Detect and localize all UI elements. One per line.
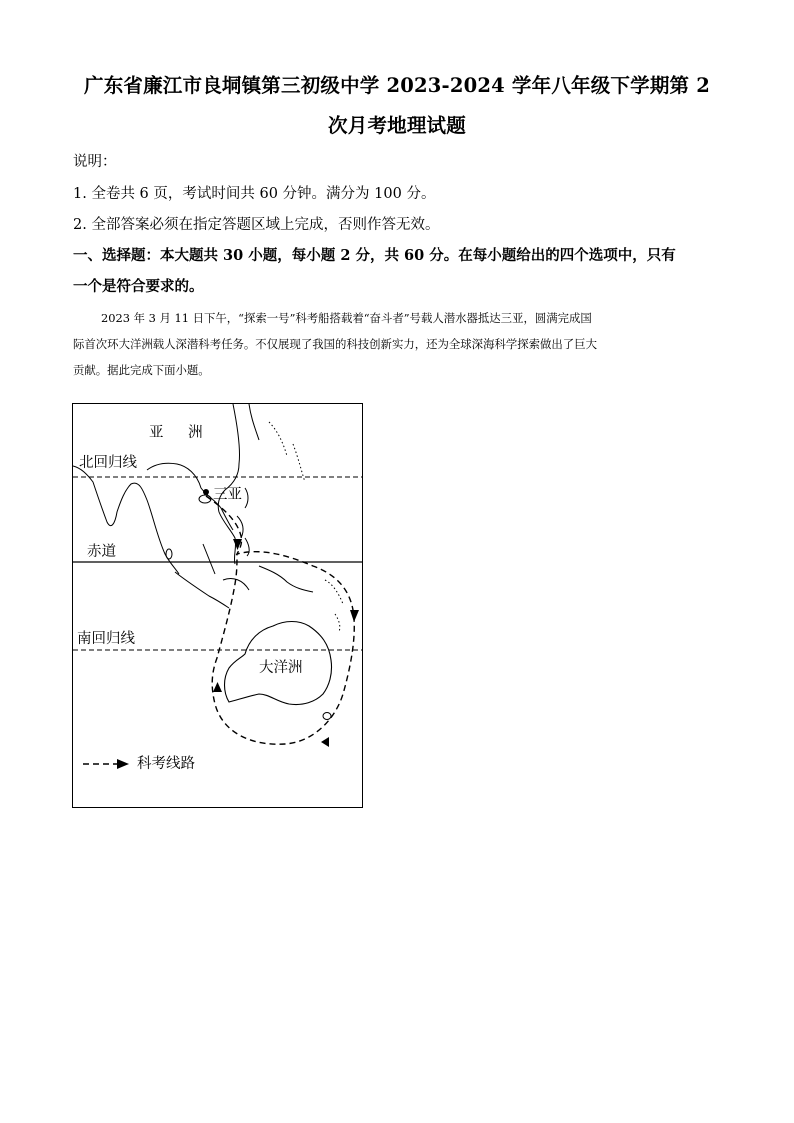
section-heading-line-1: 一、选择题：本大题共 30 小题，每小题 2 分，共 60 分。在每小题给出的四个选项中，只有: [73, 247, 676, 264]
question-passage: [73, 305, 723, 383]
pacific-islands: [325, 580, 343, 632]
korea-coastline: [249, 404, 259, 440]
tropic-of-capricorn-label: 南回归线: [77, 631, 135, 647]
japan-islands: [269, 422, 305, 482]
passage-line-3: 贡献。据此完成下面小题。: [73, 363, 210, 377]
indonesia-islands: [175, 544, 229, 608]
oceania-label: 大洋洲: [259, 660, 303, 676]
legend-arrow: [117, 759, 129, 769]
research-route: [206, 496, 354, 744]
sanya-point: [203, 489, 209, 495]
asia-label: 亚 洲: [149, 425, 213, 441]
instructions-header: 说明：: [73, 154, 117, 170]
passage-line-1: 2023 年 3 月 11 日下午，“探索一号”科考船搭载着“奋斗者”号载人潜水器抵达三亚，圆满完成国: [101, 311, 592, 325]
route-arrow-2: [350, 610, 359, 622]
taiwan: [245, 488, 248, 508]
sanya-label: 三亚: [213, 487, 242, 503]
equator-label: 赤道: [87, 544, 116, 560]
philippines: [237, 516, 249, 556]
route-arrow-4: [213, 682, 222, 692]
instruction-item-1: 1. 全卷共 6 页，考试时间共 60 分钟。满分为 100 分。: [73, 186, 436, 202]
section-heading-line-2: 一个是符合要求的。: [73, 278, 204, 295]
route-arrow-3: [321, 737, 329, 747]
legend-label: 科考线路: [137, 756, 195, 772]
route-map: [72, 403, 363, 808]
passage-line-2: 际首次环大洋洲载人深潜科考任务。不仅展现了我国的科技创新实力，还为全球深海科学探索做出了巨大: [73, 337, 597, 351]
document-title-line-1: 广东省廉江市良垌镇第三初级中学 2023-2024 学年八年级下学期第 2: [84, 74, 710, 97]
document-title-line-2: 次月考地理试题: [328, 114, 466, 137]
instruction-item-2: 2. 全部答案必须在指定答题区域上完成，否则作答无效。: [73, 217, 440, 233]
sri-lanka: [166, 549, 172, 559]
tasmania: [323, 713, 331, 720]
tropic-of-cancer-label: 北回归线: [79, 455, 137, 471]
